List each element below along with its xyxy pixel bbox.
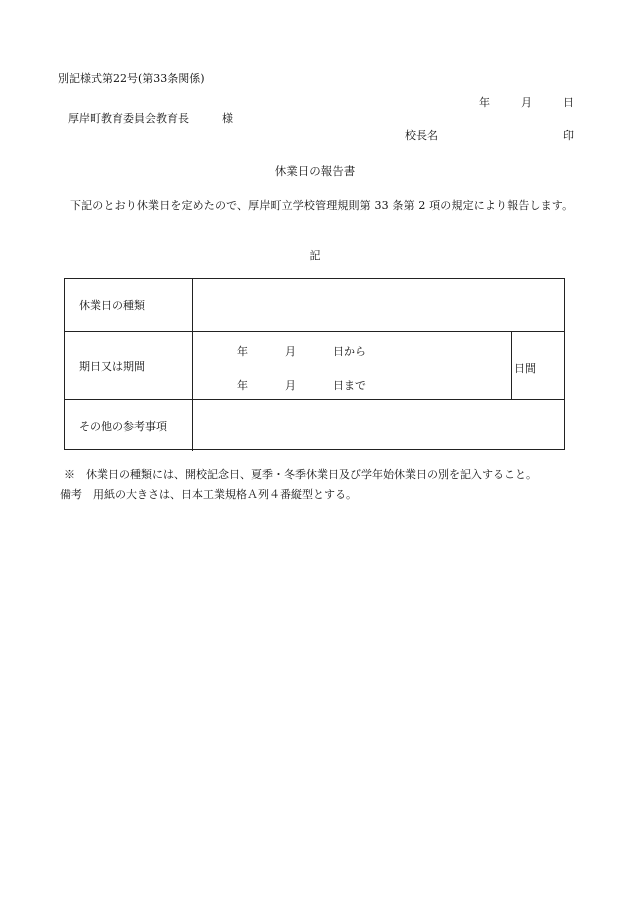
notes <box>60 465 537 505</box>
table-value-type[interactable] <box>193 279 564 331</box>
date-year: 年 <box>479 96 490 109</box>
date-line <box>479 96 574 110</box>
table-row-period <box>65 332 564 400</box>
period-from-year: 年 <box>237 345 248 358</box>
period-divider <box>511 332 512 399</box>
label-period-text: 期日又は期間 <box>79 359 145 373</box>
period-to-day: 日まで <box>333 379 366 392</box>
addressee-suffix: 様 <box>222 112 233 125</box>
period-from-day: 日から <box>333 345 366 358</box>
document-title: 休業日の報告書 <box>274 164 356 178</box>
body-text: 下記のとおり休業日を定めたので、厚岸町立学校管理規則第 33 条第 2 項の規定により報告します。 <box>70 199 574 212</box>
table-label-type <box>65 279 193 331</box>
table-row-other <box>65 400 564 451</box>
table-row-type <box>65 279 564 332</box>
period-to-year: 年 <box>237 379 248 392</box>
principal-line <box>405 129 574 143</box>
report-table <box>64 278 565 450</box>
period-days <box>513 360 564 376</box>
table-label-other <box>65 400 193 451</box>
seal-mark: 印 <box>563 129 574 142</box>
addressee <box>68 112 233 126</box>
label-other-text: その他の参考事項 <box>79 419 167 433</box>
table-label-period <box>65 332 193 399</box>
note-paper-size: 備考 用紙の大きさは、日本工業規格Ａ列４番縦型とする。 <box>60 488 357 501</box>
table-value-period[interactable] <box>193 332 564 399</box>
table-value-other[interactable] <box>193 400 564 451</box>
note-type-instruction: ※ 休業日の種類には、開校記念日、夏季・冬季休業日及び学年始休業日の別を記入すること。 <box>64 468 537 481</box>
period-days-label: 日間 <box>514 362 536 375</box>
form-number: 別記様式第22号(第33条関係) <box>58 72 205 85</box>
addressee-name: 厚岸町教育委員会教育長 <box>68 112 189 125</box>
date-day: 日 <box>563 96 574 109</box>
ki-heading: 記 <box>309 249 321 262</box>
principal-label: 校長名 <box>405 129 438 142</box>
period-to-month: 月 <box>285 379 296 392</box>
label-type-text: 休業日の種類 <box>79 299 145 312</box>
period-from-month: 月 <box>285 345 296 358</box>
date-month: 月 <box>521 96 532 109</box>
